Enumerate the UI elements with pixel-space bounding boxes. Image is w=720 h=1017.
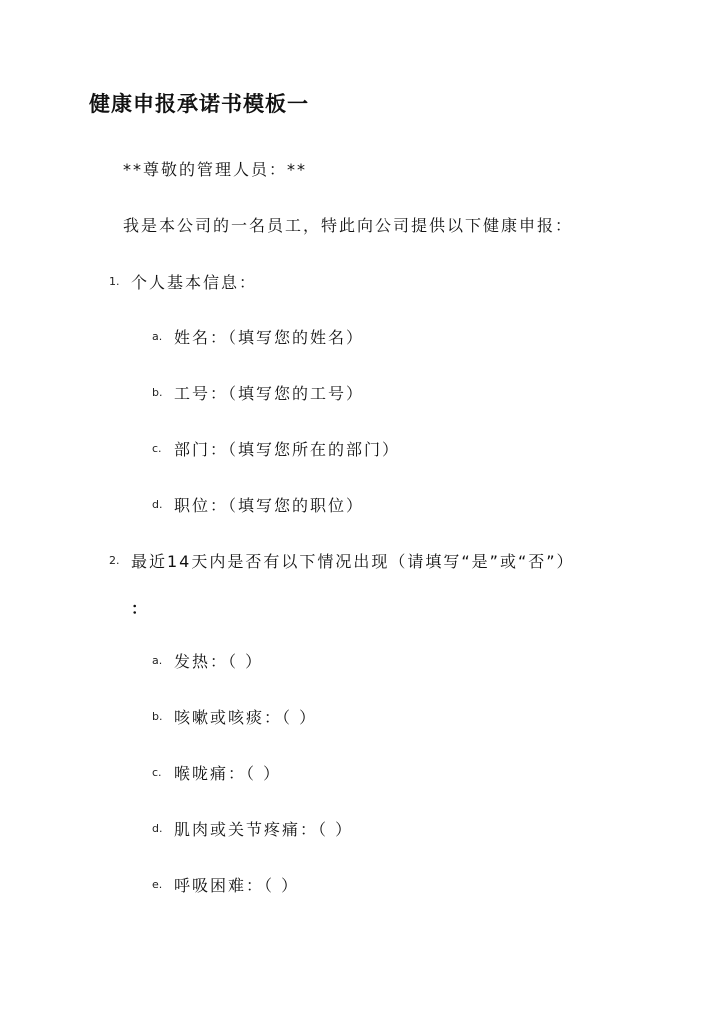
symptom-breathing-difficulty: 呼吸困难：（ ） [174, 876, 300, 895]
section-2-heading: 最近14天内是否有以下情况出现（请填写“是”或“否”） [131, 552, 575, 571]
list-item-marker: c. [152, 442, 162, 455]
list-item-marker: a. [152, 654, 163, 667]
field-employee-id: 工号：（填写您的工号） [174, 384, 365, 403]
list-item-marker: e. [152, 878, 163, 891]
salutation: **尊敬的管理人员：** [123, 160, 308, 179]
intro-paragraph: 我是本公司的一名员工，特此向公司提供以下健康申报： [123, 216, 574, 235]
list-item-marker: c. [152, 766, 162, 779]
field-name: 姓名：（填写您的姓名） [174, 328, 365, 347]
document-title: 健康申报承诺书模板一 [89, 91, 309, 116]
section-2-marker: 2. [109, 554, 120, 567]
list-item-marker: b. [152, 386, 163, 399]
list-item-marker: a. [152, 330, 163, 343]
list-item-marker: b. [152, 710, 163, 723]
list-item-marker: d. [152, 498, 163, 511]
list-item-marker: d. [152, 822, 163, 835]
field-department: 部门：（填写您所在的部门） [174, 440, 401, 459]
symptom-cough: 咳嗽或咳痰：（ ） [174, 708, 318, 727]
symptom-sore-throat: 喉咙痛：（ ） [174, 764, 282, 783]
symptom-fever: 发热：（ ） [174, 652, 264, 671]
field-position: 职位：（填写您的职位） [174, 496, 365, 515]
section-1-heading: 个人基本信息： [131, 273, 258, 292]
symptom-muscle-joint-pain: 肌肉或关节疼痛：（ ） [174, 820, 354, 839]
section-1-marker: 1. [109, 275, 120, 288]
section-2-heading-continuation: ： [131, 599, 148, 618]
